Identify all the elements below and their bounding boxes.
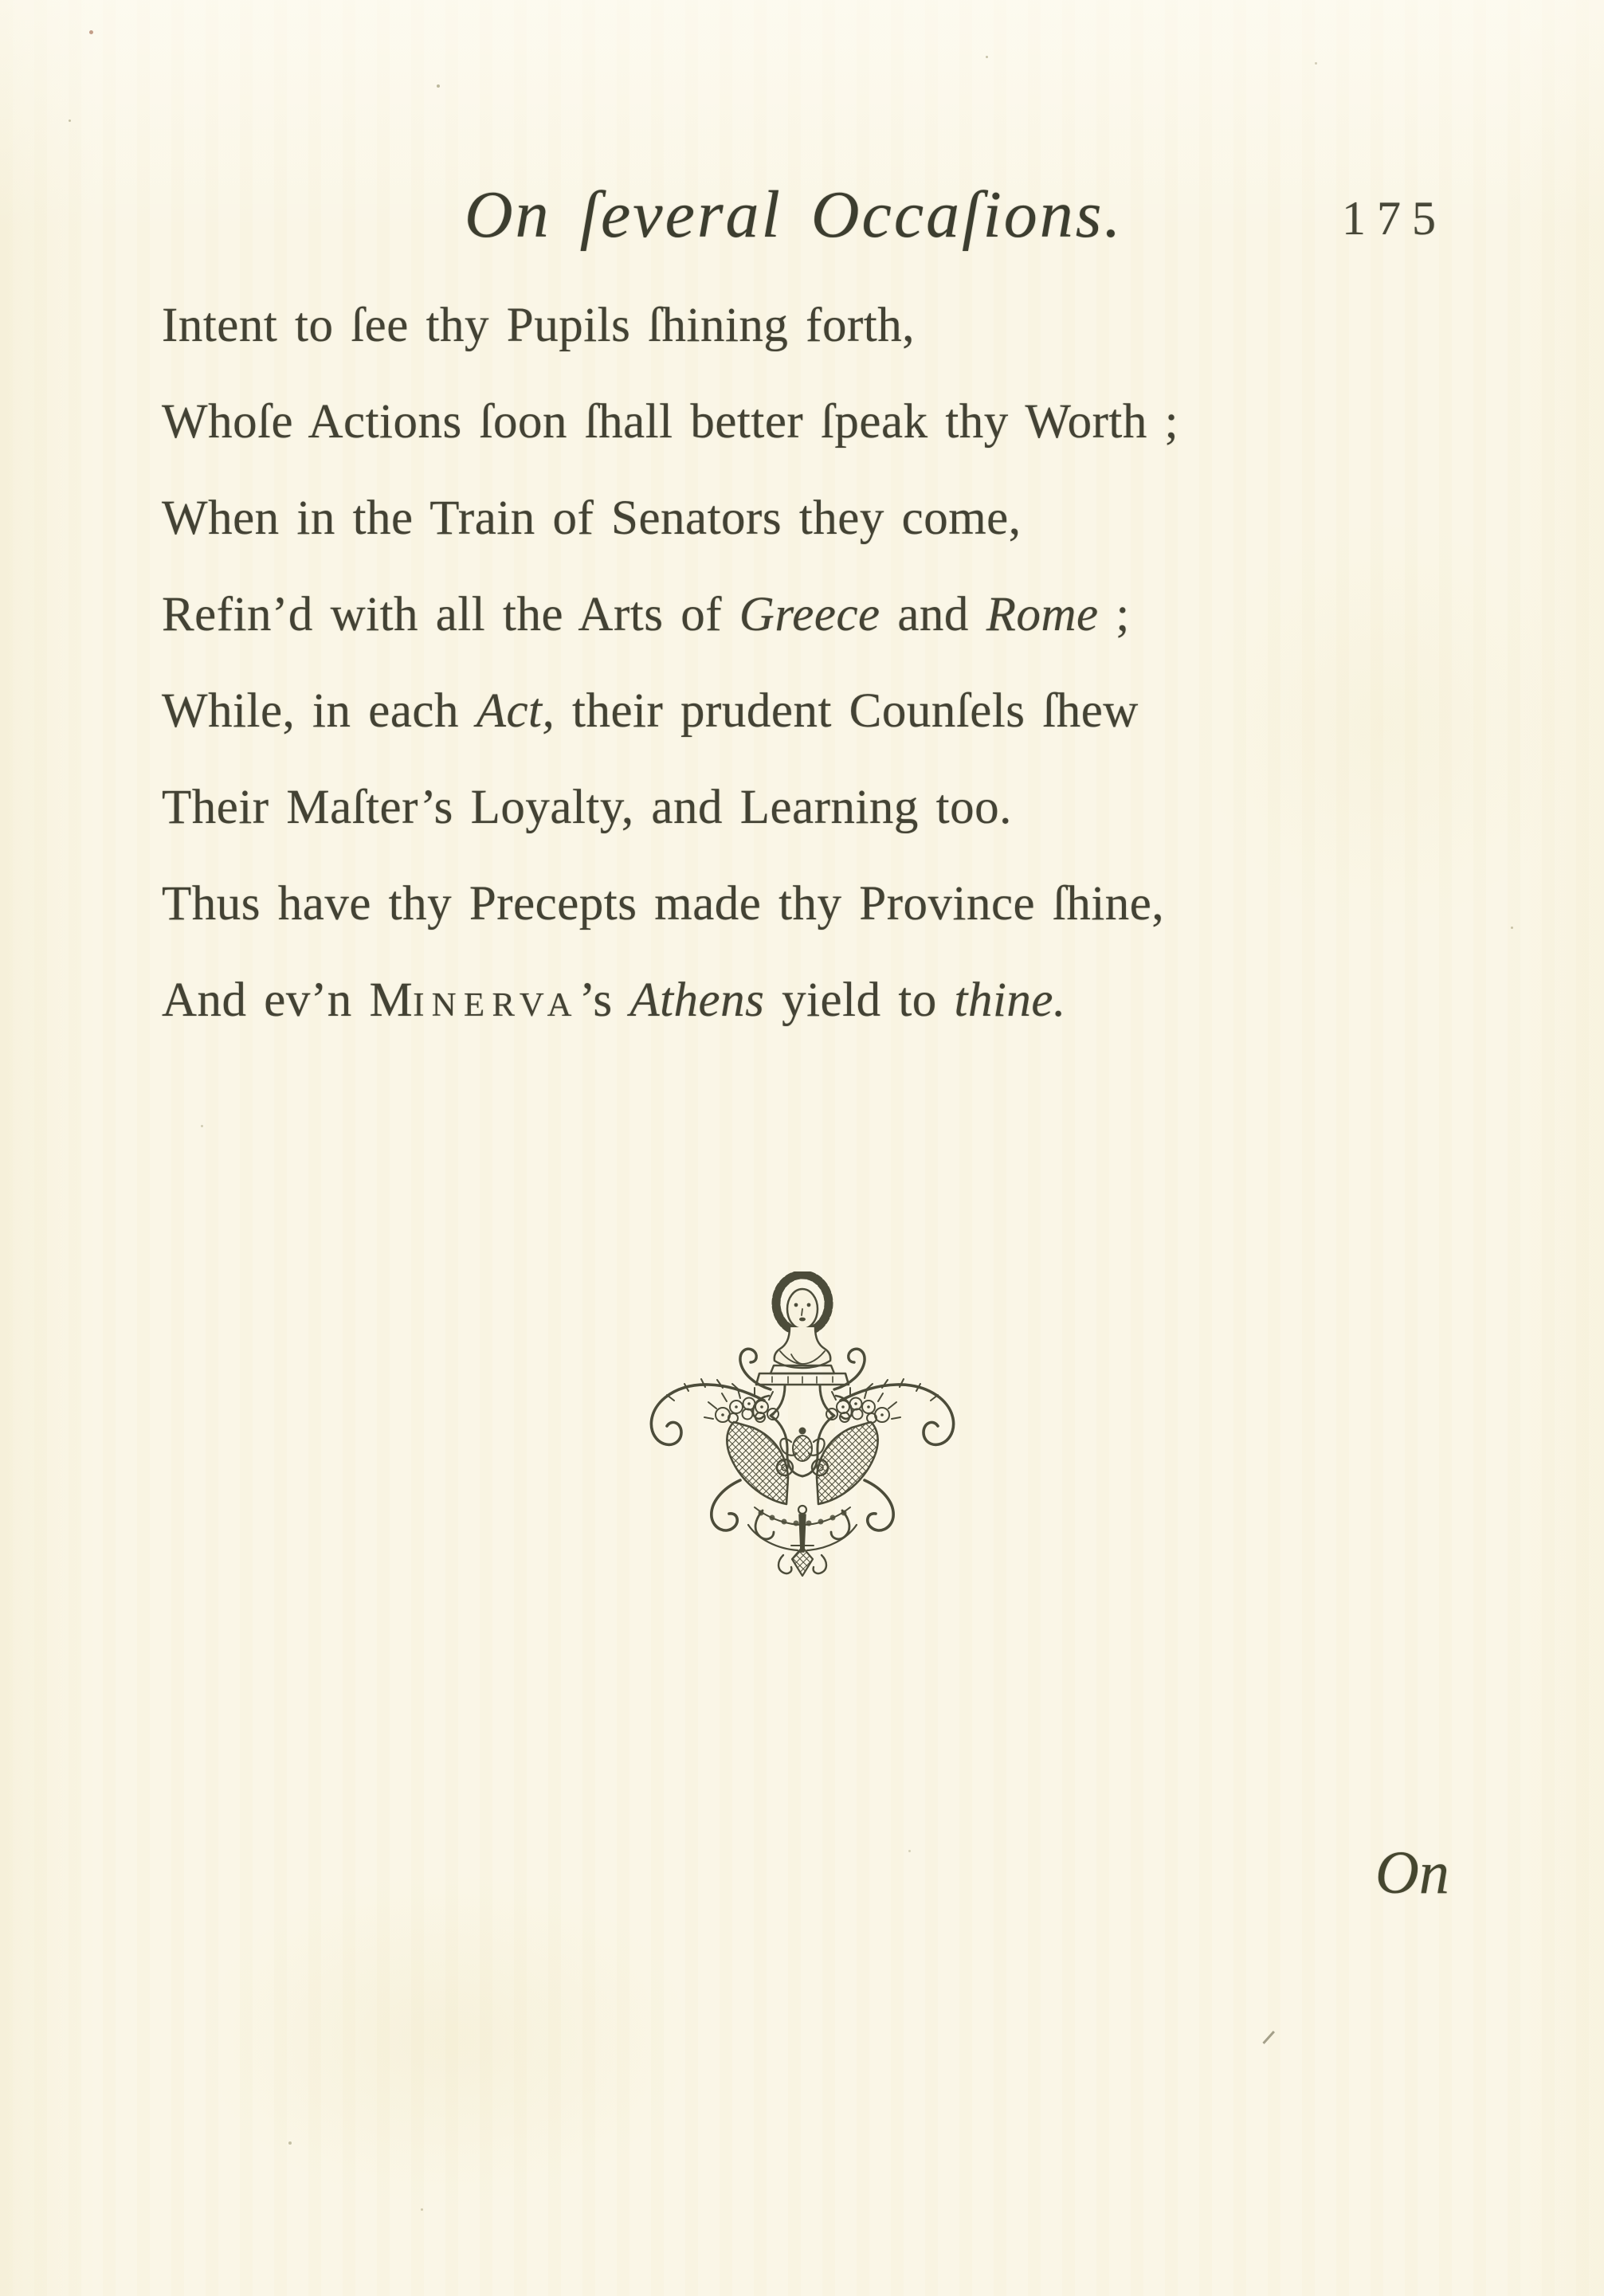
- poem-line-4: [162, 590, 1130, 639]
- poem-line-7: [162, 877, 1165, 931]
- poem-text-segment: Their Maſter’s Loyalty, and Learning too.: [162, 781, 1012, 834]
- tailpiece-ornament-illustration: [621, 1271, 984, 1578]
- poem-text-segment: Intent to ſee thy Pupils ſhining forth,: [162, 299, 916, 352]
- poem-line-3: [162, 494, 1021, 543]
- poem-text-segment: Greece: [739, 588, 880, 641]
- poem-line-6: [162, 783, 1012, 832]
- poem-text-segment: ’s: [578, 974, 630, 1027]
- page-number: 175: [1342, 192, 1447, 245]
- ornament-pendant-drop: [778, 1506, 826, 1576]
- poem-line-8: [162, 976, 1066, 1029]
- poem-line-5: [162, 684, 1139, 738]
- poem-text-segment: Rome: [986, 588, 1099, 641]
- poem-text-segment: thine.: [954, 974, 1066, 1027]
- poem-line-1: [162, 301, 915, 350]
- poem-text-segment: and: [880, 588, 986, 641]
- poem-text-segment: Act,: [476, 684, 555, 738]
- poem-text-segment: Thus have thy Precepts made thy Province ſhine,: [162, 877, 1165, 931]
- poem-text-segment: ;: [1098, 588, 1130, 641]
- poem-line-2: [162, 395, 1179, 449]
- poem-text-segment: Athens: [629, 974, 765, 1027]
- poem-text-segment: While, in each: [162, 684, 476, 738]
- catchword: On: [1375, 1840, 1449, 1906]
- ornament-bust: [775, 1275, 830, 1368]
- poem-text-segment: Whoſe Actions ſoon ſhall better ſpeak thy Worth ;: [162, 395, 1179, 449]
- poem-text-segment: yield to: [764, 974, 955, 1027]
- poem-text-segment: And ev’n M: [162, 974, 414, 1027]
- poem-text-segment: INERVA: [413, 986, 579, 1024]
- running-head-title: On ſeveral Occaſions.: [465, 178, 1124, 252]
- poem-text-segment: Refin’d with all the Arts of: [162, 588, 739, 641]
- poem-text-segment: When in the Train of Senators they come,: [162, 492, 1022, 545]
- poem-text-segment: their prudent Counſels ſhew: [555, 684, 1139, 738]
